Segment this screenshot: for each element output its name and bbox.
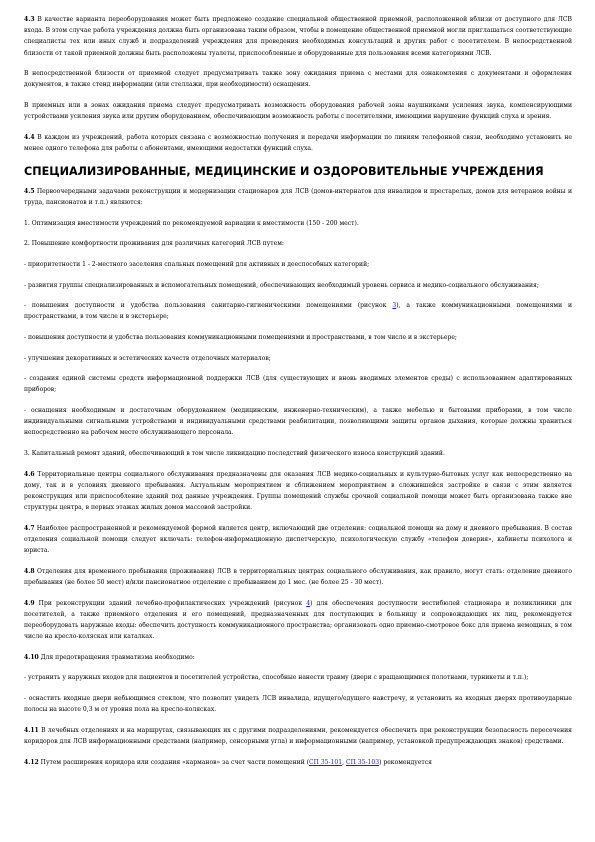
paragraph-text: - улучшения декоративных и эстетических качеств отделочных материалов; [24, 354, 271, 362]
clause-number: 4.8 [24, 567, 35, 575]
paragraph-text: Территориальные центры социального обслуживания предназначены для оказания ЛСВ медико-социальных и культурно-бытовых услуг как непосредственно на дому, так и в условиях дневного пребывания. Актуальным мероприятием и сближением мероприятием в сложившейся застройке в связи с этим является реконструкция или приспособление зданий под данные учреждения. Группы помещений службы срочной социальной помощи может быть организована также вне структуры центра, в первых этажах жилых домов массовой застройки. [24, 470, 572, 512]
clause-number: 4.5 [24, 188, 35, 196]
paragraph-text: - повышения доступности и удобства пользования коммуникационными помещениями и пространствами, в том числе и в экстерьере; [24, 334, 457, 342]
paragraph [24, 300, 572, 322]
reference-link[interactable]: СП 35-103 [345, 758, 380, 766]
paragraph [24, 725, 572, 747]
clause-number: 4.12 [24, 758, 39, 766]
paragraph-text: Наиболее распространенной и рекомендуемой формой является центр, включающий две отделения: социальной помощи на дому и дневного пребывания. В состав отделения социальной помощи следует включать: телефон-информационную диспетчерскую, психологическую службу «телефон доверия», кабинеты психолога и юриста. [24, 524, 572, 555]
paragraph-text: В лечебных отделениях и на маршрутах, связывающих их с другими подразделениями, рекомендуется обеспечить при реконструкции безопасность пересечения коридоров для ЛСВ информационными средствами (например, сенсорными угла) и информационными (например, установкой предупреждающих знаков) средствами. [24, 726, 572, 746]
paragraph-text: ) рекомендуется [379, 758, 432, 766]
paragraph-text: - устранить у наружных входов для пациентов и посетителей устройства, способные нанести травму (двери с вращающимися полотнами, турникеты и т.п.); [24, 674, 529, 682]
document-page [24, 14, 572, 777]
reference-link[interactable]: 3 [392, 302, 397, 310]
paragraph-text: - оснащения необходимым и достаточным оборудованием (медицинским, инженерно-техническим), а также мебелью и бытовыми приборами, в том числе индивидуальными сигнальными устройствами и индивидуальными средствами реабилитации, позволяющими защиты органов дыхания, которые должны храниться непосредственно на рабочем месте обслуживающего персонала. [24, 407, 572, 437]
paragraph [24, 672, 572, 683]
paragraph-text: ), а также коммуникационными помещениями и пространствами, в том числе и в экстерьере; [24, 302, 573, 321]
paragraph-text: - оснастить входные двери небьющимся стеклом, что позволит увидеть ЛСВ инвалида, идущего/едущего навстречу, и установить на входных дверях противоударные полосы на высоте 0,3 м от уровня пола на кресло-колясках. [24, 695, 572, 714]
clause-number: 4.4 [24, 133, 35, 141]
paragraph-text: 2. Повышение комфортности проживания для различных категорий ЛСВ путем: [24, 240, 284, 248]
clause-number: 4.7 [24, 524, 35, 532]
paragraph [24, 373, 572, 395]
paragraph [24, 598, 572, 643]
paragraph-text: - развития группы специализированных и вспомогательных помещений, обеспечивающих необходимый уровень сервиса и медико-социального обслуживания; [24, 281, 539, 289]
paragraph-text: Путем расширения коридора или создания «карманов» за счет части помещений ( [40, 758, 309, 766]
paragraph-text: Для предотвращения травматизма необходимо: [40, 653, 195, 661]
section-before-heading [24, 14, 572, 154]
paragraph [24, 100, 572, 122]
clause-number: 4.9 [24, 599, 35, 607]
paragraph [24, 469, 572, 514]
paragraph [24, 132, 572, 154]
paragraph-text: 1. Оптимизация вместимости учреждений по рекомендуемой вариации к вместимости (150 - 200 мест). [24, 219, 359, 227]
paragraph-text: , [342, 758, 346, 766]
section-after-heading [24, 186, 572, 768]
paragraph [24, 693, 572, 715]
paragraph [24, 280, 572, 291]
paragraph-text: Первоочередными задачами реконструкции и модернизации стационаров для ЛСВ (домов-интернатов для инвалидов и престарелых, домов для ветеранов войны и труда, пансионатов и т.п.) являются: [24, 188, 572, 207]
paragraph-text: В непосредственной близости от приемной следует предусматривать также зону ожидания приема с местами для ознакомления с документами и оформления документов, в также стенд информации (или стеллажи, при необходимости) оснащения. [24, 70, 572, 89]
paragraph-text: ) для обеспечения доступности вестибюлей стационара и поликлиники для посетителей, а также приемного отделения и его помещений, предназначенных для поступающих в больницу и сопровождающих их лиц, рекомендуется переоборудовать наружные входы: обеспечить доступность коммуникационного пространства; организовать одно приемно-смотровое бокс для приема немощных, в том числе на кресло-колясках или каталках. [24, 599, 572, 641]
paragraph-text: В приемных или в зонах ожидания приема следует предусматривать возможность оборудования рабочей зоны наушниками усиления звука, компенсирующими устройствами усиления звука или другим оборудованием, обеспечивающим возможность работы с посетителями, имеющими нарушение функций слуха и зрения. [24, 102, 572, 121]
paragraph-text: При реконструкции зданий лечебно-профилактических учреждений (рисунок [38, 599, 307, 607]
clause-number: 4.3 [24, 16, 35, 23]
paragraph [24, 652, 572, 663]
paragraph [24, 353, 572, 364]
paragraph-text: - создания единой системы средств информационной поддержки ЛСВ (для существующих и вновь вводимых элементов среды) с использованием адаптированных приборов; [24, 375, 572, 394]
paragraph-text: 3. Капитальный ремонт зданий, обеспечивающий в том числе ликвидацию последствий физического износа конструкций зданий. [24, 450, 445, 458]
paragraph-text: - приоритетности 1 - 2-местного заселения спальных помещений для активных и дееспособных категорий; [24, 261, 370, 269]
paragraph-text: В качестве варианта переоборудования может быть предложено создание специальной общественной приемной, расположенной вблизи от доступного для ЛСВ входа. В этом случае работа учреждения должна быть организована таким образом, чтобы в помещение общественной приемной могли приглашаться соответствующие специалисты тех или иных служб и подразделений учреждения для проведения необходимых консультаций и других работ с посетителем. В непосредственной близости от такой приемной должны быть расположены туалеты, приспособленные и оборудованные для пользования всеми категориями ЛСВ. [24, 16, 572, 57]
clause-number: 4.11 [24, 726, 39, 734]
paragraph [24, 238, 572, 249]
paragraph [24, 68, 572, 90]
paragraph [24, 405, 572, 439]
paragraph [24, 448, 572, 459]
clause-number: 4.6 [24, 470, 35, 478]
paragraph-text: Отделения для временного пребывания (проживания) ЛСВ в территориальных центрах социального обслуживания, как правило, могут стать: отделение дневного пребывания (не более 50 мест) и/или пансионатное отделение с пребыванием до 1 мес. (не более 25 - 30 мест). [24, 567, 572, 587]
section-heading: СПЕЦИАЛИЗИРОВАННЫЕ, МЕДИЦИНСКИЕ И ОЗДОРОВИТЕЛЬНЫЕ УЧРЕЖДЕНИЯ [24, 164, 544, 178]
paragraph [24, 218, 572, 229]
paragraph [24, 332, 572, 343]
paragraph [24, 259, 572, 270]
paragraph [24, 566, 572, 588]
paragraph [24, 186, 572, 208]
paragraph [24, 14, 572, 59]
paragraph [24, 523, 572, 557]
paragraph [24, 757, 572, 768]
reference-link[interactable]: СП 35-101 [309, 758, 343, 766]
reference-link[interactable]: 4 [306, 599, 311, 607]
clause-number: 4.10 [24, 653, 39, 661]
paragraph-text: В каждом из учреждений, работа которых связана с возможностью получения и передачи информации по линиям телефонной связи, необходимо установить не менее одного телефона для работы с абонентами, имеющими недостатки функций слуха. [24, 133, 572, 152]
paragraph-text: - повышения доступности и удобства пользования санитарно-гигиеническими помещениями (рисунок [24, 302, 393, 310]
